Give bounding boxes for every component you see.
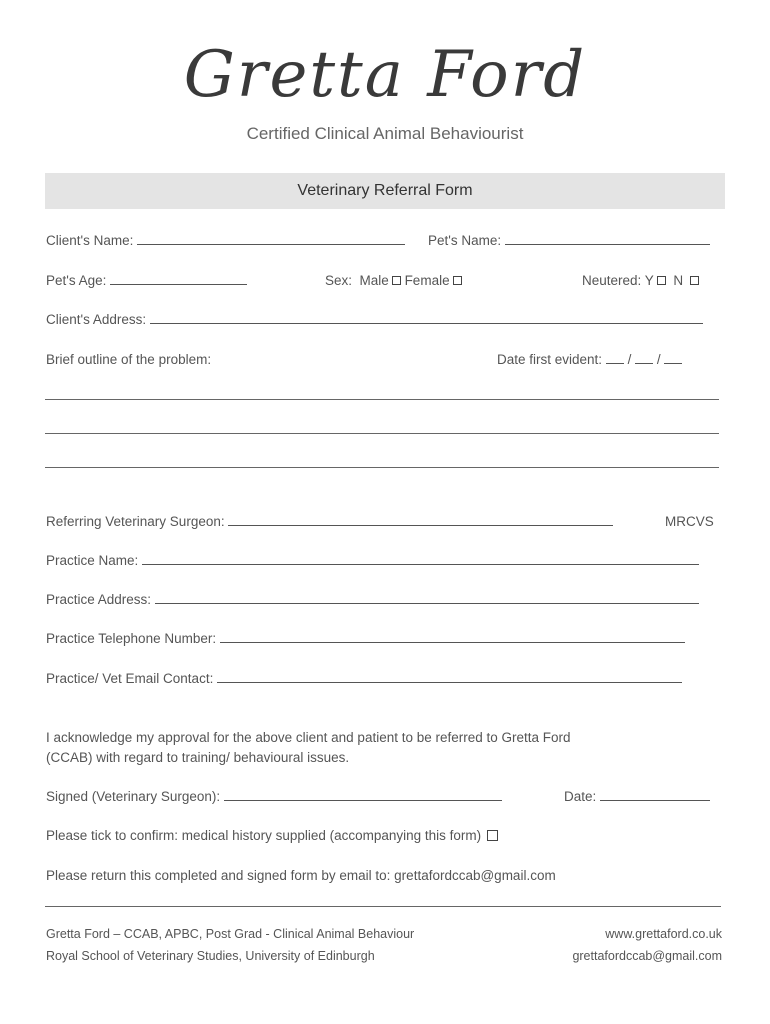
date-separator: /	[627, 352, 632, 367]
acknowledge-line-2: (CCAB) with regard to training/ behavioural issues.	[46, 750, 350, 765]
practice-name-line[interactable]	[142, 554, 699, 565]
referring-surgeon-label: Referring Veterinary Surgeon:	[46, 514, 225, 529]
practice-name-label: Practice Name:	[46, 553, 139, 568]
practice-address-line[interactable]	[155, 593, 699, 604]
clients-name-label: Client's Name:	[46, 233, 134, 248]
form-title: Veterinary Referral Form	[297, 182, 473, 199]
referring-surgeon-field[interactable]	[46, 514, 613, 529]
practice-phone-line[interactable]	[220, 632, 685, 643]
pets-name-line[interactable]	[505, 234, 710, 245]
female-checkbox[interactable]	[453, 276, 462, 285]
acknowledge-line-1: I acknowledge my approval for the above client and patient to be referred to Gretta Ford	[46, 730, 571, 745]
clients-address-line[interactable]	[150, 313, 703, 324]
form-title-bar	[45, 173, 725, 209]
neutered-no-checkbox[interactable]	[690, 276, 699, 285]
pets-age-label: Pet's Age:	[46, 273, 107, 288]
date-first-evident-label: Date first evident:	[497, 352, 603, 367]
date-separator: /	[656, 352, 661, 367]
pets-name-field[interactable]	[428, 233, 710, 248]
problem-line-2[interactable]	[45, 433, 719, 434]
practice-address-label: Practice Address:	[46, 592, 152, 607]
practice-email-label: Practice/ Vet Email Contact:	[46, 671, 214, 686]
footer-institution: Royal School of Veterinary Studies, University of Edinburgh	[46, 949, 375, 963]
date-first-evident-field[interactable]	[497, 352, 682, 367]
clients-name-line[interactable]	[137, 234, 405, 245]
pets-age-line[interactable]	[110, 274, 247, 285]
date-month-line[interactable]	[635, 353, 653, 364]
practice-email-line[interactable]	[217, 672, 682, 683]
neutered-yes-checkbox[interactable]	[657, 276, 666, 285]
practice-phone-field[interactable]	[46, 631, 685, 646]
signed-line[interactable]	[224, 790, 502, 801]
problem-line-3[interactable]	[45, 467, 719, 468]
pets-age-field[interactable]	[46, 273, 247, 288]
clients-address-label: Client's Address:	[46, 312, 147, 327]
tick-confirm-row	[46, 828, 498, 843]
footer-email-link[interactable]: grettafordccab@gmail.com	[572, 949, 722, 963]
date-day-line[interactable]	[606, 353, 624, 364]
sex-field	[325, 273, 462, 288]
return-instructions: Please return this completed and signed form by email to: grettafordccab@gmail.com	[46, 868, 556, 883]
male-label: Male	[359, 273, 389, 288]
referring-surgeon-line[interactable]	[228, 515, 613, 526]
pets-name-label: Pet's Name:	[428, 233, 502, 248]
medical-history-checkbox[interactable]	[487, 830, 498, 841]
neutered-n-label: N	[673, 273, 684, 288]
clients-address-field[interactable]	[46, 312, 703, 327]
date-line[interactable]	[600, 790, 710, 801]
date-label: Date:	[564, 789, 597, 804]
logo: Gretta Ford	[183, 38, 587, 112]
mrcvs-label: MRCVS	[665, 514, 714, 529]
date-year-line[interactable]	[664, 353, 682, 364]
problem-line-1[interactable]	[45, 399, 719, 400]
subtitle: Certified Clinical Animal Behaviourist	[246, 124, 524, 143]
practice-email-field[interactable]	[46, 671, 682, 686]
footer-website-link[interactable]: www.grettaford.co.uk	[605, 927, 722, 941]
date-field[interactable]	[564, 789, 710, 804]
female-label: Female	[404, 273, 450, 288]
signed-field[interactable]	[46, 789, 502, 804]
signed-label: Signed (Veterinary Surgeon):	[46, 789, 221, 804]
footer-divider	[45, 906, 721, 907]
male-checkbox[interactable]	[392, 276, 401, 285]
clients-name-field[interactable]	[46, 233, 405, 248]
practice-phone-label: Practice Telephone Number:	[46, 631, 217, 646]
practice-address-field[interactable]	[46, 592, 699, 607]
problem-label: Brief outline of the problem:	[46, 352, 212, 367]
practice-name-field[interactable]	[46, 553, 699, 568]
neutered-label: Neutered: Y	[582, 273, 654, 288]
neutered-field	[582, 273, 699, 288]
footer-credentials: Gretta Ford – CCAB, APBC, Post Grad - Clinical Animal Behaviour	[46, 927, 415, 941]
sex-label: Sex:	[325, 273, 353, 288]
tick-confirm-label: Please tick to confirm: medical history supplied (accompanying this form)	[46, 828, 482, 843]
